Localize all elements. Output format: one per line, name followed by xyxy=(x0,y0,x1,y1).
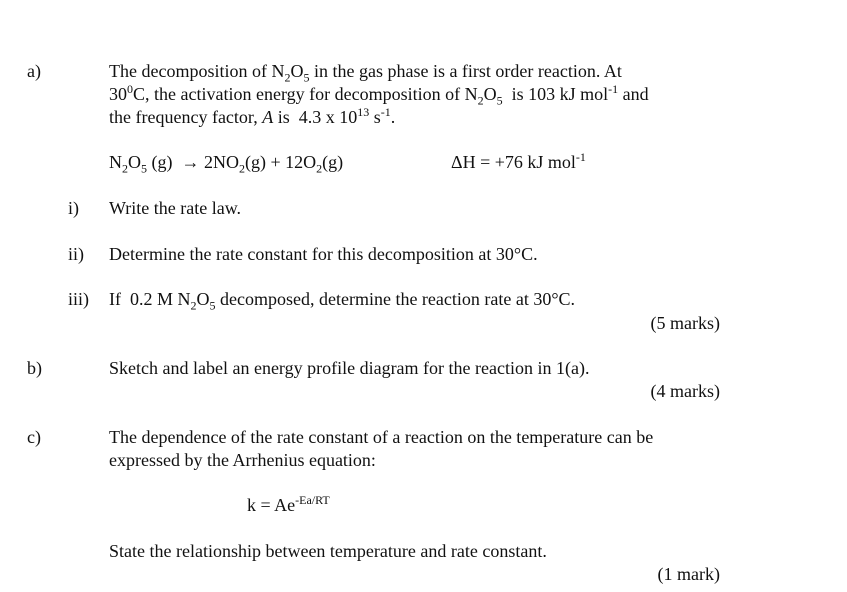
section-b-label: b) xyxy=(27,358,42,378)
intro-line-1: The decomposition of $N_2O_5$ in the gas phase is a first order reaction. At xyxy=(109,61,622,85)
section-a-marks: (5 marks) xyxy=(650,313,720,333)
arrhenius-equation: $k = Ae^{-Ea/RT}$ xyxy=(247,493,330,515)
item-iii-number: iii) xyxy=(68,289,89,309)
item-iii-text: If 0.2 M $N_2O_5$ decomposed, determine the reaction rate at 30°C. xyxy=(109,289,576,313)
section-a-label: a) xyxy=(27,61,41,81)
item-i-text: Write the rate law. xyxy=(109,198,242,218)
section-c-question: State the relationship between temperature and rate constant. xyxy=(109,541,547,561)
enthalpy-change: ΔH = +76 kJ mol$^{-1}$ xyxy=(451,150,586,172)
section-c-line-1: The dependence of the rate constant of a reaction on the temperature can be xyxy=(109,427,654,447)
section-b-marks: (4 marks) xyxy=(650,381,720,401)
section-c-line-2: expressed by the Arrhenius equation: xyxy=(109,450,376,470)
item-ii-text: Determine the rate constant for this decomposition at 30°C. xyxy=(109,244,538,264)
intro-line-2: $30^0C$, the activation energy for decomposition of $N_2O_5$ is 103 kJ mol$^{-1}$ and xyxy=(109,82,649,108)
section-a-intro xyxy=(109,60,749,129)
section-c-marks: (1 mark) xyxy=(657,564,720,584)
item-i-number: i) xyxy=(68,198,79,218)
section-b-text: Sketch and label an energy profile diagram for the reaction in 1(a). xyxy=(109,358,590,378)
section-c-text xyxy=(109,426,749,472)
intro-line-3: the frequency factor, A is 4.3 x $10^{13}$ $s^{-1}$. xyxy=(109,105,396,127)
section-c-label: c) xyxy=(27,427,41,447)
reaction-arrow-icon: → xyxy=(181,152,200,172)
reaction-equation: $N_2O_5$ $(g) \to 2NO_2(g) + 12O_2(g)$ xyxy=(109,152,344,176)
item-ii-number: ii) xyxy=(68,244,84,264)
